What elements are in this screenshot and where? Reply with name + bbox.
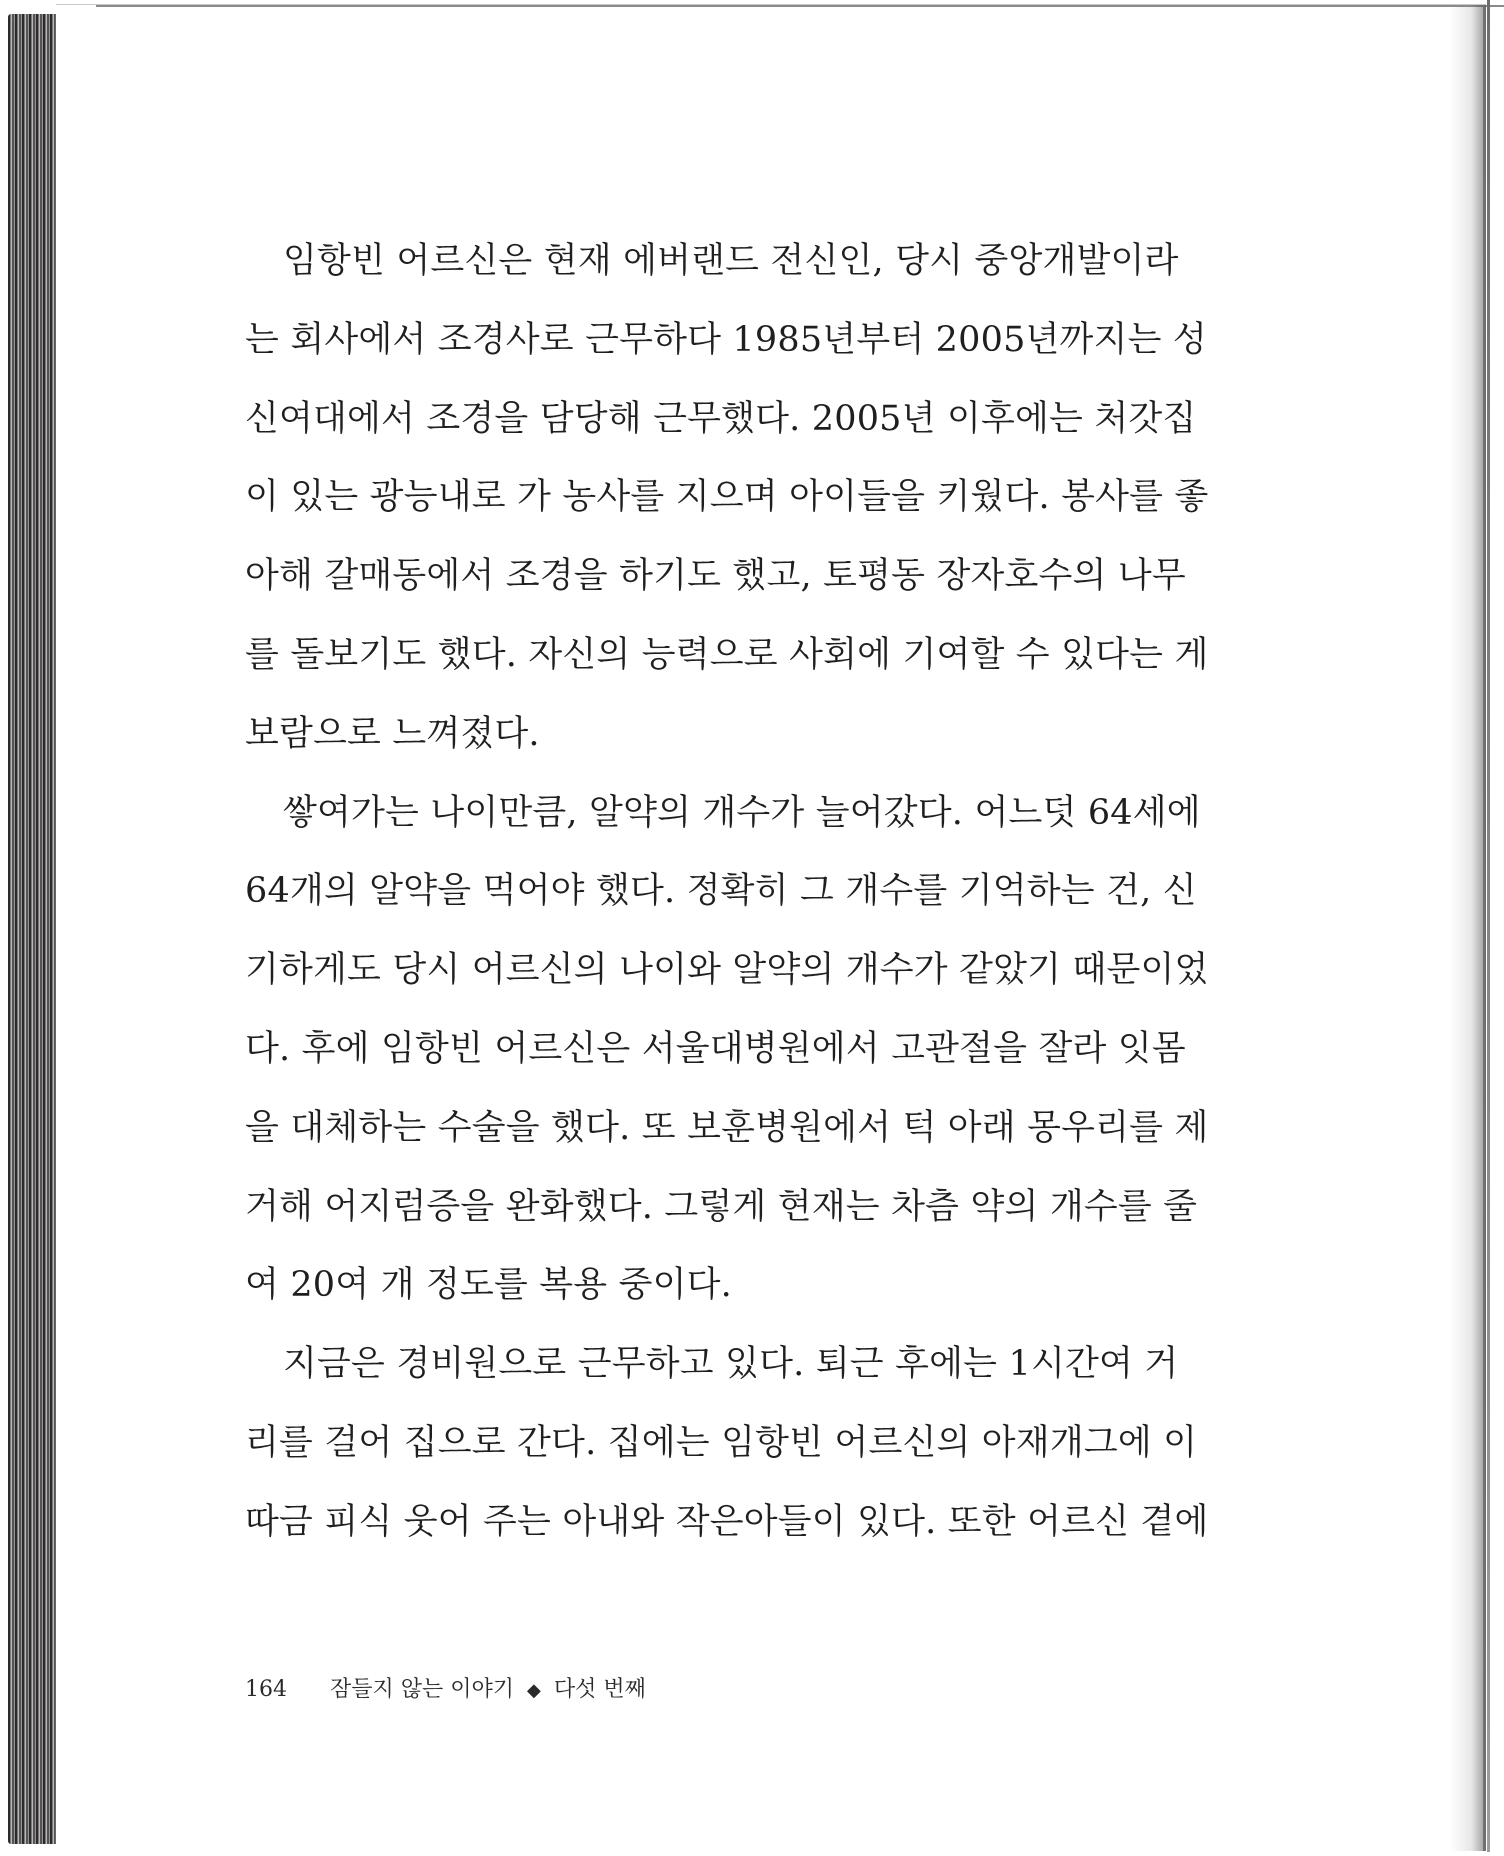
text-line: 리를 걸어 집으로 간다. 집에는 임항빈 어르신의 아재개그에 이 <box>245 1422 1198 1463</box>
text-line: 이 있는 광능내로 가 농사를 지으며 아이들을 키웠다. 봉사를 좋 <box>245 477 1209 518</box>
running-title: 잠들지 않는 이야기 <box>330 1677 515 1702</box>
text-line: 지금은 경비원으로 근무하고 있다. 퇴근 후에는 1시간여 거 <box>283 1344 1179 1385</box>
page-top-edge <box>96 5 1504 7</box>
text-line: 는 회사에서 조경사로 근무하다 1985년부터 2005년까지는 성 <box>245 319 1207 360</box>
body-text <box>245 222 1209 1562</box>
running-volume: 다섯 번째 <box>553 1677 646 1702</box>
text-line: 임항빈 어르신은 현재 에버랜드 전신인, 당시 중앙개발이라 <box>283 241 1179 281</box>
text-line: 보람으로 느껴졌다. <box>245 713 540 754</box>
diamond-separator-icon: ◆ <box>527 1680 541 1701</box>
page-footer <box>245 1672 646 1703</box>
page-right-edge <box>1487 0 1490 1852</box>
text-line: 아해 갈매동에서 조경을 하기도 했고, 토평동 장자호수의 나무 <box>245 556 1186 597</box>
text-line: 여 20여 개 정도를 복용 중이다. <box>245 1265 732 1306</box>
text-line: 기하게도 당시 어르신의 나이와 알약의 개수가 같았기 때문이었 <box>245 950 1209 991</box>
text-line: 를 돌보기도 했다. 자신의 능력으로 사회에 기여할 수 있다는 게 <box>245 634 1209 675</box>
text-line: 따금 피식 웃어 주는 아내와 작은아들이 있다. 또한 어르신 곁에 <box>245 1501 1209 1542</box>
text-line: 을 대체하는 수술을 했다. 또 보훈병원에서 턱 아래 몽우리를 제 <box>245 1107 1209 1148</box>
page-stack-edges <box>8 14 54 1844</box>
text-line: 쌓여가는 나이만큼, 알약의 개수가 늘어갔다. 어느덧 64세에 <box>283 792 1201 833</box>
text-line: 다. 후에 임항빈 어르신은 서울대병원에서 고관절을 잘라 잇몸 <box>245 1028 1186 1069</box>
text-line: 거해 어지럼증을 완화했다. 그렇게 현재는 차츰 약의 개수를 줄 <box>245 1186 1198 1227</box>
text-line: 64개의 알약을 먹어야 했다. 정확히 그 개수를 기억하는 건, 신 <box>245 871 1197 912</box>
text-line: 신여대에서 조경을 담당해 근무했다. 2005년 이후에는 처갓집 <box>245 398 1197 439</box>
page-number: 164 <box>245 1677 287 1702</box>
